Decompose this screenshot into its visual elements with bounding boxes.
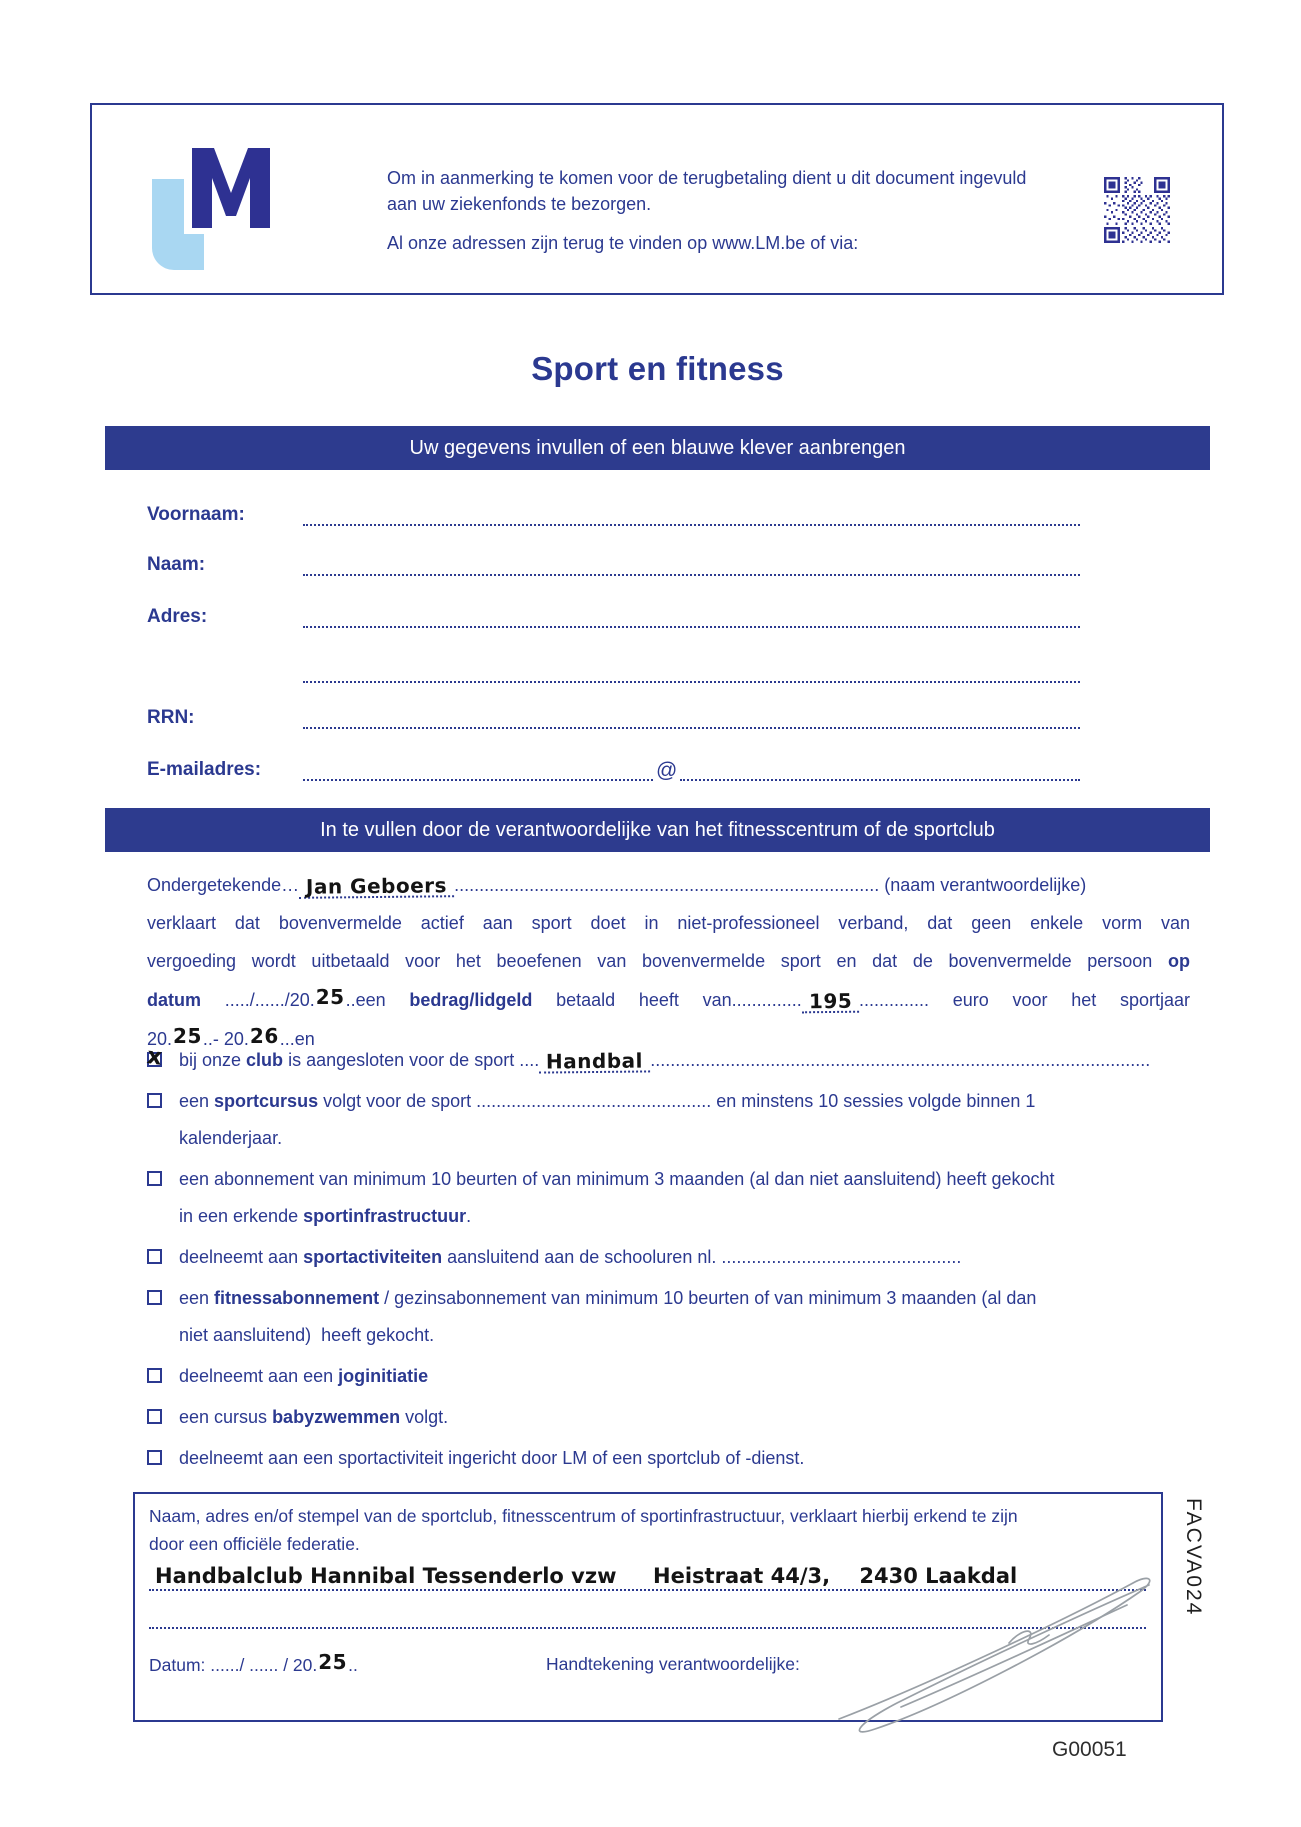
header-addresses-line: Al onze adressen zijn terug te vinden op www.LM.be of via:: [387, 233, 859, 253]
naam-input-line[interactable]: [303, 554, 1080, 576]
email-label: E-mailadres:: [147, 759, 262, 780]
option-fitnessabonnement: [147, 1280, 1190, 1354]
checkbox-sportactiviteiten[interactable]: [147, 1249, 162, 1264]
option-abonnement: [147, 1161, 1190, 1235]
option-abonnement-text: een abonnement van minimum 10 beurten of van minimum 3 maanden (al dan niet aansluitend) heeft gekocht in een erkende sportinfrastructuur.: [179, 1169, 1055, 1226]
checkbox-babyzwemmen[interactable]: [147, 1409, 162, 1424]
header-instruction-line: Om in aanmerking te komen voor de terugbetaling dient u dit document ingevuld aan uw ziekenfonds te bezorgen.: [387, 168, 1027, 214]
date-field[interactable]: Datum: ....../ ...... / 20.25..: [149, 1650, 358, 1675]
field-row-rrn: [147, 703, 1080, 729]
qr-code-icon: [1104, 177, 1170, 243]
adres-input-line-2[interactable]: [303, 661, 1080, 683]
option-babyzwemmen: [147, 1399, 1190, 1436]
option-lm-sportactiviteit: [147, 1440, 1190, 1477]
declaration-line-5: 20.25..- 20.26...en: [147, 1024, 315, 1049]
email-domain-input-line[interactable]: [680, 759, 1080, 781]
checkbox-club[interactable]: [145, 1043, 164, 1071]
checkbox-fitnessabonnement[interactable]: [147, 1290, 162, 1305]
certify-text-line-2: door een officiële federatie.: [149, 1534, 360, 1554]
signature-label: Handtekening verantwoordelijke:: [546, 1654, 800, 1674]
option-lm-sportactiviteit-text: deelneemt aan een sportactiviteit ingericht door LM of een sportclub of -dienst.: [179, 1448, 805, 1468]
option-joginitiatie-text: deelneemt aan een joginitiatie: [179, 1366, 429, 1386]
option-joginitiatie: [147, 1358, 1190, 1395]
declaration-line-2: verklaart dat bovenvermelde actief aan sport doet in niet-professioneel verband, dat geen enkele vorm van: [147, 913, 1190, 933]
voornaam-label: Voornaam:: [147, 504, 245, 525]
club-stamp-entry[interactable]: Handbalclub Hannibal Tessenderlo vzw Heistraat 44/3, 2430 Laakdal: [149, 1564, 1146, 1591]
naam-label: Naam:: [147, 554, 206, 575]
checkbox-abonnement[interactable]: [147, 1171, 162, 1186]
declaration-line-1: Ondergetekende… Jan Geboers ..................................................................................... (naam verantwoordelijke): [147, 873, 1087, 899]
document-code: G00051: [1052, 1738, 1127, 1761]
option-club: [147, 1042, 1190, 1079]
certify-text-line-1: Naam, adres en/of stempel van de sportclub, fitnesscentrum of sportinfrastructuur, verklaart hierbij erkend te zijn: [149, 1506, 1018, 1526]
field-row-voornaam: [147, 500, 1080, 526]
field-row-email: [147, 755, 1080, 781]
declaration-line-4: datum ...../....../20.25..een bedrag/lidgeld betaald heeft van.............. 195 .............. euro voor het sportjaar: [147, 985, 1190, 1014]
rrn-label: RRN:: [147, 707, 195, 728]
adres-input-line-1[interactable]: [303, 606, 1080, 628]
email-local-input-line[interactable]: [303, 759, 653, 781]
club-certification-box: [133, 1492, 1163, 1722]
option-club-text: bij onze club is aangesloten voor de sport .... Handbal ....................................................................................................: [179, 1048, 1151, 1074]
page-title: Sport en fitness: [531, 350, 784, 387]
rrn-input-line[interactable]: [303, 707, 1080, 729]
option-sportcursus-text: een sportcursus volgt voor de sport ............................................... en minstens 10 sessies volgde binnen 1 kalenderjaar.: [179, 1091, 1036, 1148]
form-code-vertical: FACVA024: [1182, 1498, 1205, 1617]
adres-label: Adres:: [147, 606, 208, 627]
header-box: [90, 103, 1224, 295]
declaration-line-3: vergoeding wordt uitbetaald voor het beoefenen van bovenvermelde sport en dat de bovenvermelde persoon op: [147, 951, 1190, 971]
lm-logo: [150, 148, 270, 270]
checkbox-joginitiatie[interactable]: [147, 1368, 162, 1383]
field-row-adres: [147, 602, 1080, 628]
member-section-banner: Uw gegevens invullen of een blauwe klever aanbrengen: [105, 426, 1210, 470]
option-sportactiviteiten: [147, 1239, 1190, 1276]
club-section-banner: In te vullen door de verantwoordelijke van het fitnesscentrum of de sportclub: [105, 808, 1210, 852]
option-fitnessabonnement-text: een fitnessabonnement / gezinsabonnement van minimum 10 beurten of van minimum 3 maanden (al dan niet aansluitend) heeft gekocht.: [179, 1288, 1037, 1345]
options-list: [147, 1042, 1190, 1481]
signature-scribble: [831, 1557, 1161, 1742]
field-row-adres-2: [147, 657, 1080, 683]
at-sign: @: [656, 759, 678, 782]
checkbox-sportcursus[interactable]: [147, 1093, 162, 1108]
header-instructions: [387, 165, 1027, 256]
declaration-paragraph: [147, 866, 1190, 1058]
option-sportactiviteiten-text: deelneemt aan sportactiviteiten aansluitend aan de schooluren nl. ................................................: [179, 1247, 962, 1267]
field-row-naam: [147, 550, 1080, 576]
option-babyzwemmen-text: een cursus babyzwemmen volgt.: [179, 1407, 449, 1427]
handwritten-x-mark: x: [145, 1043, 164, 1071]
voornaam-input-line[interactable]: [303, 504, 1080, 526]
option-sportcursus: [147, 1083, 1190, 1157]
checkbox-lm-sportactiviteit[interactable]: [147, 1450, 162, 1465]
